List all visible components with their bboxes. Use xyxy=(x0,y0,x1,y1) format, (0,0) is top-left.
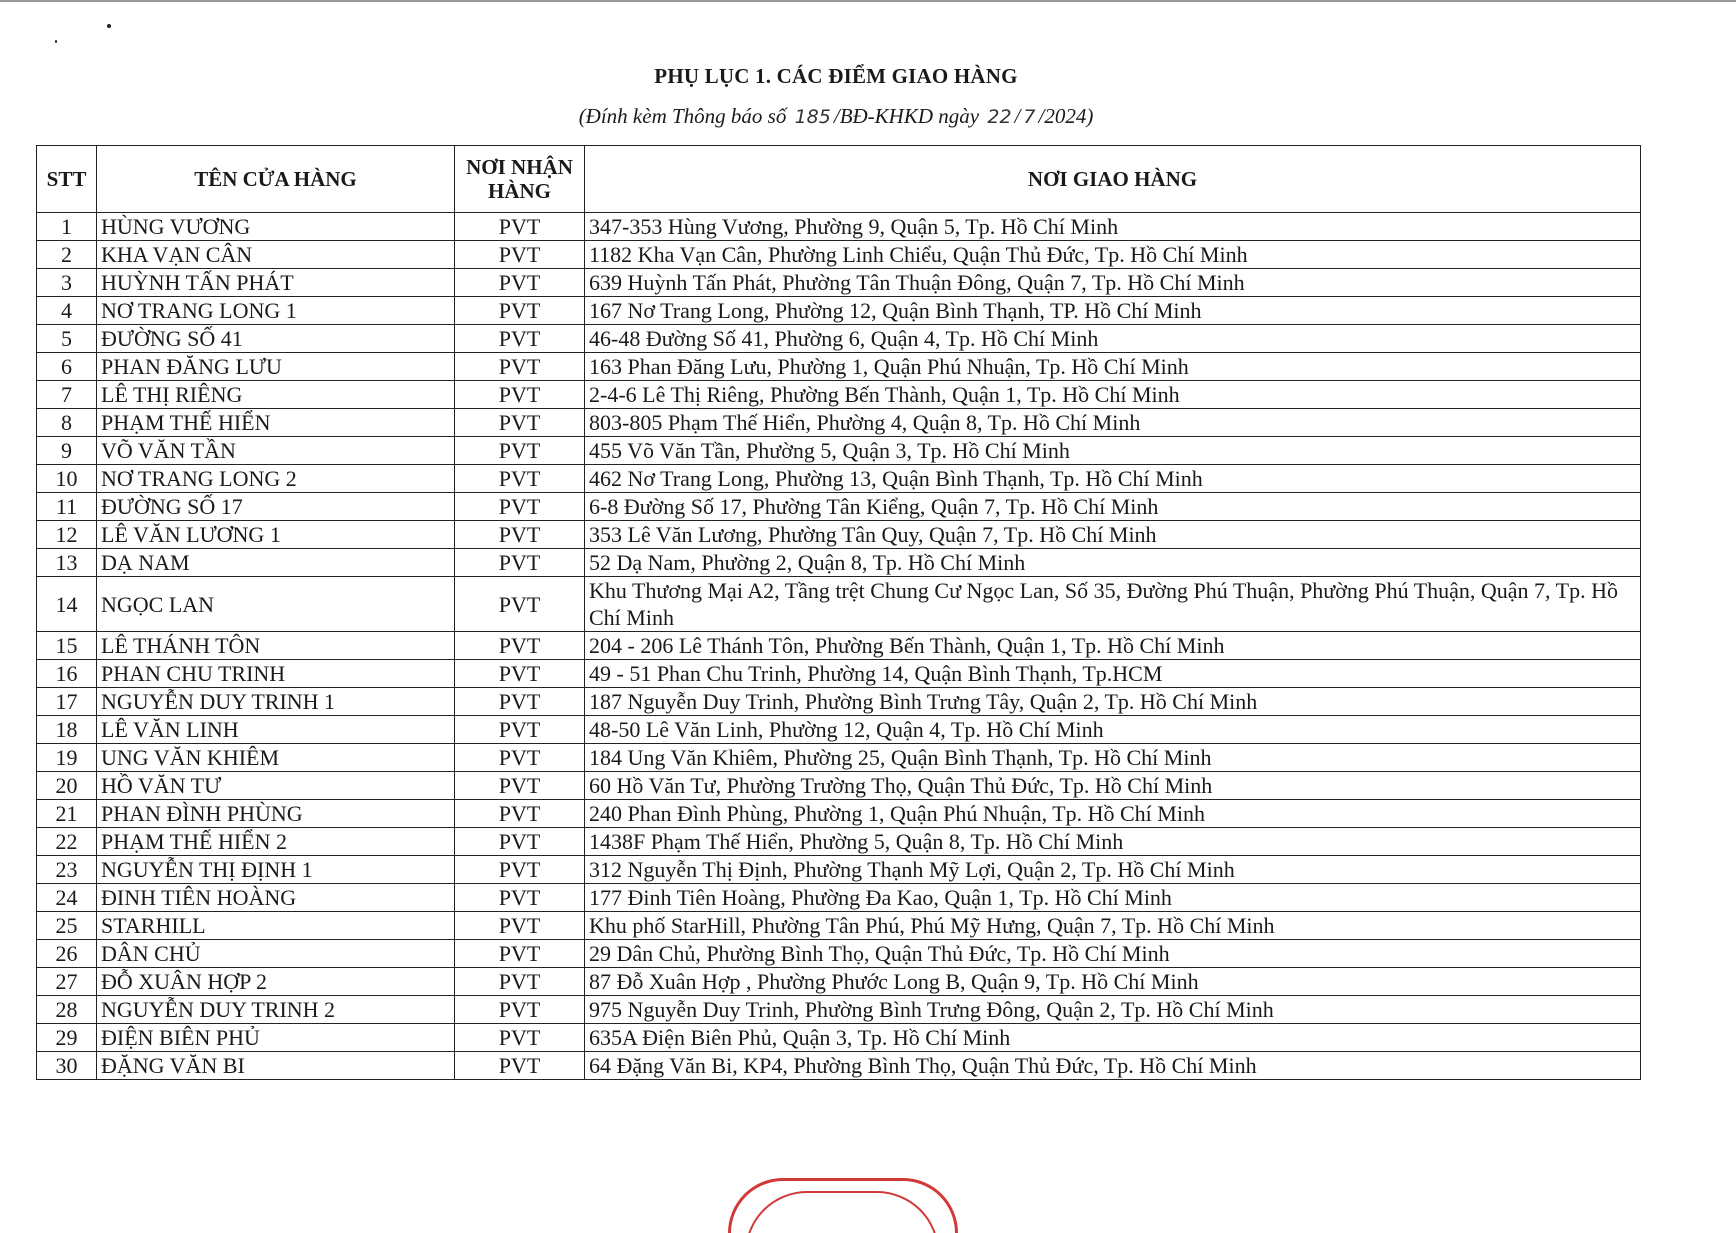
table-row xyxy=(37,996,1641,1024)
cell-receiver: PVT xyxy=(455,241,585,269)
table-row xyxy=(37,437,1641,465)
cell-stt: 1 xyxy=(37,213,97,241)
cell-receiver: PVT xyxy=(455,912,585,940)
table-row xyxy=(37,353,1641,381)
table-row xyxy=(37,744,1641,772)
cell-address: 177 Đinh Tiên Hoàng, Phường Đa Kao, Quận 1, Tp. Hồ Chí Minh xyxy=(585,884,1641,912)
cell-store-name: PHAN ĐÌNH PHÙNG xyxy=(97,800,455,828)
cell-address: 353 Lê Văn Lương, Phường Tân Quy, Quận 7, Tp. Hồ Chí Minh xyxy=(585,521,1641,549)
cell-address: 975 Nguyễn Duy Trinh, Phường Bình Trưng Đông, Quận 2, Tp. Hồ Chí Minh xyxy=(585,996,1641,1024)
table-row xyxy=(37,241,1641,269)
subtitle-mid: /BĐ-KHKD ngày xyxy=(833,104,980,128)
cell-stt: 30 xyxy=(37,1052,97,1080)
cell-store-name: ĐƯỜNG SỐ 17 xyxy=(97,493,455,521)
table-row xyxy=(37,856,1641,884)
cell-address: 347-353 Hùng Vương, Phường 9, Quận 5, Tp. Hồ Chí Minh xyxy=(585,213,1641,241)
cell-address: 49 - 51 Phan Chu Trinh, Phường 14, Quận Bình Thạnh, Tp.HCM xyxy=(585,660,1641,688)
cell-stt: 23 xyxy=(37,856,97,884)
cell-store-name: PHAN ĐĂNG LƯU xyxy=(97,353,455,381)
cell-address: 167 Nơ Trang Long, Phường 12, Quận Bình Thạnh, TP. Hồ Chí Minh xyxy=(585,297,1641,325)
cell-store-name: NƠ TRANG LONG 1 xyxy=(97,297,455,325)
cell-stt: 12 xyxy=(37,521,97,549)
cell-stt: 7 xyxy=(37,381,97,409)
cell-store-name: PHAN CHU TRINH xyxy=(97,660,455,688)
cell-store-name: HUỲNH TẤN PHÁT xyxy=(97,269,455,297)
table-row xyxy=(37,381,1641,409)
date-separator: / xyxy=(1014,104,1021,128)
cell-receiver: PVT xyxy=(455,521,585,549)
cell-address: 2-4-6 Lê Thị Riêng, Phường Bến Thành, Quận 1, Tp. Hồ Chí Minh xyxy=(585,381,1641,409)
subtitle-prefix: (Đính kèm Thông báo số xyxy=(578,104,787,128)
cell-receiver: PVT xyxy=(455,437,585,465)
cell-stt: 24 xyxy=(37,884,97,912)
cell-stt: 26 xyxy=(37,940,97,968)
cell-receiver: PVT xyxy=(455,381,585,409)
cell-receiver: PVT xyxy=(455,996,585,1024)
cell-address: 184 Ung Văn Khiêm, Phường 25, Quận Bình Thạnh, Tp. Hồ Chí Minh xyxy=(585,744,1641,772)
table-row xyxy=(37,968,1641,996)
cell-store-name: LÊ VĂN LƯƠNG 1 xyxy=(97,521,455,549)
cell-stt: 16 xyxy=(37,660,97,688)
cell-stt: 15 xyxy=(37,632,97,660)
cell-receiver: PVT xyxy=(455,660,585,688)
cell-store-name: DÂN CHỦ xyxy=(97,940,455,968)
cell-receiver: PVT xyxy=(455,1024,585,1052)
handwritten-month: 7 xyxy=(1023,106,1036,128)
cell-store-name: LÊ VĂN LINH xyxy=(97,716,455,744)
table-header-row xyxy=(37,146,1641,213)
cell-store-name: ĐƯỜNG SỐ 41 xyxy=(97,325,455,353)
handwritten-notice-number: 185 xyxy=(794,106,831,128)
scan-top-edge xyxy=(0,0,1736,2)
table-row xyxy=(37,521,1641,549)
table-row xyxy=(37,269,1641,297)
cell-stt: 21 xyxy=(37,800,97,828)
cell-address: 60 Hồ Văn Tư, Phường Trường Thọ, Quận Thủ Đức, Tp. Hồ Chí Minh xyxy=(585,772,1641,800)
cell-address: 46-48 Đường Số 41, Phường 6, Quận 4, Tp. Hồ Chí Minh xyxy=(585,325,1641,353)
cell-receiver: PVT xyxy=(455,828,585,856)
cell-stt: 17 xyxy=(37,688,97,716)
table-row xyxy=(37,688,1641,716)
cell-store-name: HỒ VĂN TƯ xyxy=(97,772,455,800)
table-row xyxy=(37,1052,1641,1080)
cell-store-name: ĐẶNG VĂN BI xyxy=(97,1052,455,1080)
cell-address: 1182 Kha Vạn Cân, Phường Linh Chiểu, Quận Thủ Đức, Tp. Hồ Chí Minh xyxy=(585,241,1641,269)
table-row xyxy=(37,884,1641,912)
cell-stt: 6 xyxy=(37,353,97,381)
cell-address: 29 Dân Chủ, Phường Bình Thọ, Quận Thủ Đức, Tp. Hồ Chí Minh xyxy=(585,940,1641,968)
cell-address: 240 Phan Đình Phùng, Phường 1, Quận Phú Nhuận, Tp. Hồ Chí Minh xyxy=(585,800,1641,828)
cell-stt: 28 xyxy=(37,996,97,1024)
column-header-store: TÊN CỬA HÀNG xyxy=(97,146,455,213)
cell-stt: 20 xyxy=(37,772,97,800)
table-row xyxy=(37,716,1641,744)
column-header-address: NƠI GIAO HÀNG xyxy=(585,146,1641,213)
cell-receiver: PVT xyxy=(455,716,585,744)
table-row xyxy=(37,940,1641,968)
cell-receiver: PVT xyxy=(455,856,585,884)
cell-receiver: PVT xyxy=(455,493,585,521)
table-row xyxy=(37,325,1641,353)
cell-stt: 3 xyxy=(37,269,97,297)
cell-store-name: ĐINH TIÊN HOÀNG xyxy=(97,884,455,912)
cell-stt: 2 xyxy=(37,241,97,269)
cell-store-name: NGỌC LAN xyxy=(97,577,455,632)
cell-address: 204 - 206 Lê Thánh Tôn, Phường Bến Thành, Quận 1, Tp. Hồ Chí Minh xyxy=(585,632,1641,660)
cell-address: 455 Võ Văn Tần, Phường 5, Quận 3, Tp. Hồ Chí Minh xyxy=(585,437,1641,465)
cell-store-name: NGUYỄN DUY TRINH 1 xyxy=(97,688,455,716)
table-row xyxy=(37,213,1641,241)
cell-store-name: NGUYỄN THỊ ĐỊNH 1 xyxy=(97,856,455,884)
cell-address: 187 Nguyễn Duy Trinh, Phường Bình Trưng Tây, Quận 2, Tp. Hồ Chí Minh xyxy=(585,688,1641,716)
cell-store-name: LÊ THÁNH TÔN xyxy=(97,632,455,660)
page-subtitle xyxy=(0,104,1672,129)
cell-stt: 19 xyxy=(37,744,97,772)
table-row xyxy=(37,409,1641,437)
cell-receiver: PVT xyxy=(455,772,585,800)
cell-address: 64 Đặng Văn Bi, KP4, Phường Bình Thọ, Quận Thủ Đức, Tp. Hồ Chí Minh xyxy=(585,1052,1641,1080)
cell-stt: 8 xyxy=(37,409,97,437)
cell-stt: 11 xyxy=(37,493,97,521)
table-row xyxy=(37,632,1641,660)
cell-receiver: PVT xyxy=(455,297,585,325)
cell-receiver: PVT xyxy=(455,632,585,660)
cell-address: 163 Phan Đăng Lưu, Phường 1, Quận Phú Nhuận, Tp. Hồ Chí Minh xyxy=(585,353,1641,381)
cell-receiver: PVT xyxy=(455,577,585,632)
cell-store-name: NƠ TRANG LONG 2 xyxy=(97,465,455,493)
cell-stt: 13 xyxy=(37,549,97,577)
cell-store-name: STARHILL xyxy=(97,912,455,940)
subtitle-suffix: /2024) xyxy=(1038,104,1094,128)
cell-receiver: PVT xyxy=(455,688,585,716)
cell-store-name: LÊ THỊ RIÊNG xyxy=(97,381,455,409)
cell-receiver: PVT xyxy=(455,744,585,772)
table-row xyxy=(37,1024,1641,1052)
cell-address: 87 Đỗ Xuân Hợp , Phường Phước Long B, Quận 9, Tp. Hồ Chí Minh xyxy=(585,968,1641,996)
cell-address: 803-805 Phạm Thế Hiển, Phường 4, Quận 8, Tp. Hồ Chí Minh xyxy=(585,409,1641,437)
cell-receiver: PVT xyxy=(455,884,585,912)
cell-store-name: NGUYỄN DUY TRINH 2 xyxy=(97,996,455,1024)
cell-store-name: VÕ VĂN TẦN xyxy=(97,437,455,465)
cell-address: 462 Nơ Trang Long, Phường 13, Quận Bình Thạnh, Tp. Hồ Chí Minh xyxy=(585,465,1641,493)
cell-stt: 4 xyxy=(37,297,97,325)
cell-store-name: ĐỖ XUÂN HỢP 2 xyxy=(97,968,455,996)
cell-address: 639 Huỳnh Tấn Phát, Phường Tân Thuận Đông, Quận 7, Tp. Hồ Chí Minh xyxy=(585,269,1641,297)
table-row xyxy=(37,912,1641,940)
table-row xyxy=(37,828,1641,856)
cell-stt: 14 xyxy=(37,577,97,632)
cell-store-name: DẠ NAM xyxy=(97,549,455,577)
table-row xyxy=(37,549,1641,577)
delivery-points-table xyxy=(36,145,1641,1080)
cell-stt: 9 xyxy=(37,437,97,465)
cell-stt: 25 xyxy=(37,912,97,940)
cell-address: 312 Nguyễn Thị Định, Phường Thạnh Mỹ Lợi, Quận 2, Tp. Hồ Chí Minh xyxy=(585,856,1641,884)
cell-address: Khu Thương Mại A2, Tầng trệt Chung Cư Ngọc Lan, Số 35, Đường Phú Thuận, Phường Phú Thuận, Quận 7, Tp. Hồ Chí Minh xyxy=(585,577,1641,632)
cell-address: Khu phố StarHill, Phường Tân Phú, Phú Mỹ Hưng, Quận 7, Tp. Hồ Chí Minh xyxy=(585,912,1641,940)
cell-receiver: PVT xyxy=(455,549,585,577)
cell-receiver: PVT xyxy=(455,213,585,241)
cell-address: 6-8 Đường Số 17, Phường Tân Kiểng, Quận 7, Tp. Hồ Chí Minh xyxy=(585,493,1641,521)
page-title: PHỤ LỤC 1. CÁC ĐIỂM GIAO HÀNG xyxy=(654,64,1018,88)
cell-receiver: PVT xyxy=(455,269,585,297)
column-header-stt: STT xyxy=(37,146,97,213)
table-row xyxy=(37,800,1641,828)
column-header-receiver: NƠI NHẬN HÀNG xyxy=(455,146,585,213)
handwritten-day: 22 xyxy=(987,106,1012,128)
cell-store-name: KHA VẠN CÂN xyxy=(97,241,455,269)
cell-stt: 27 xyxy=(37,968,97,996)
table-row xyxy=(37,465,1641,493)
cell-address: 48-50 Lê Văn Linh, Phường 12, Quận 4, Tp. Hồ Chí Minh xyxy=(585,716,1641,744)
cell-receiver: PVT xyxy=(455,409,585,437)
cell-store-name: PHẠM THẾ HIỂN 2 xyxy=(97,828,455,856)
scan-speck xyxy=(107,24,111,28)
table-row xyxy=(37,297,1641,325)
cell-stt: 5 xyxy=(37,325,97,353)
cell-receiver: PVT xyxy=(455,940,585,968)
cell-store-name: HÙNG VƯƠNG xyxy=(97,213,455,241)
cell-store-name: ĐIỆN BIÊN PHỦ xyxy=(97,1024,455,1052)
cell-receiver: PVT xyxy=(455,800,585,828)
cell-address: 1438F Phạm Thế Hiển, Phường 5, Quận 8, Tp. Hồ Chí Minh xyxy=(585,828,1641,856)
cell-store-name: UNG VĂN KHIÊM xyxy=(97,744,455,772)
cell-receiver: PVT xyxy=(455,1052,585,1080)
cell-store-name: PHẠM THẾ HIỂN xyxy=(97,409,455,437)
scan-speck xyxy=(55,40,57,43)
cell-receiver: PVT xyxy=(455,465,585,493)
cell-stt: 18 xyxy=(37,716,97,744)
cell-address: 52 Dạ Nam, Phường 2, Quận 8, Tp. Hồ Chí Minh xyxy=(585,549,1641,577)
table-row xyxy=(37,772,1641,800)
cell-receiver: PVT xyxy=(455,968,585,996)
seal-inner-ring xyxy=(745,1191,939,1233)
table-row xyxy=(37,660,1641,688)
cell-stt: 22 xyxy=(37,828,97,856)
cell-stt: 29 xyxy=(37,1024,97,1052)
cell-address: 635A Điện Biên Phủ, Quận 3, Tp. Hồ Chí Minh xyxy=(585,1024,1641,1052)
cell-receiver: PVT xyxy=(455,353,585,381)
table-row xyxy=(37,577,1641,632)
table-row xyxy=(37,493,1641,521)
cell-receiver: PVT xyxy=(455,325,585,353)
cell-stt: 10 xyxy=(37,465,97,493)
